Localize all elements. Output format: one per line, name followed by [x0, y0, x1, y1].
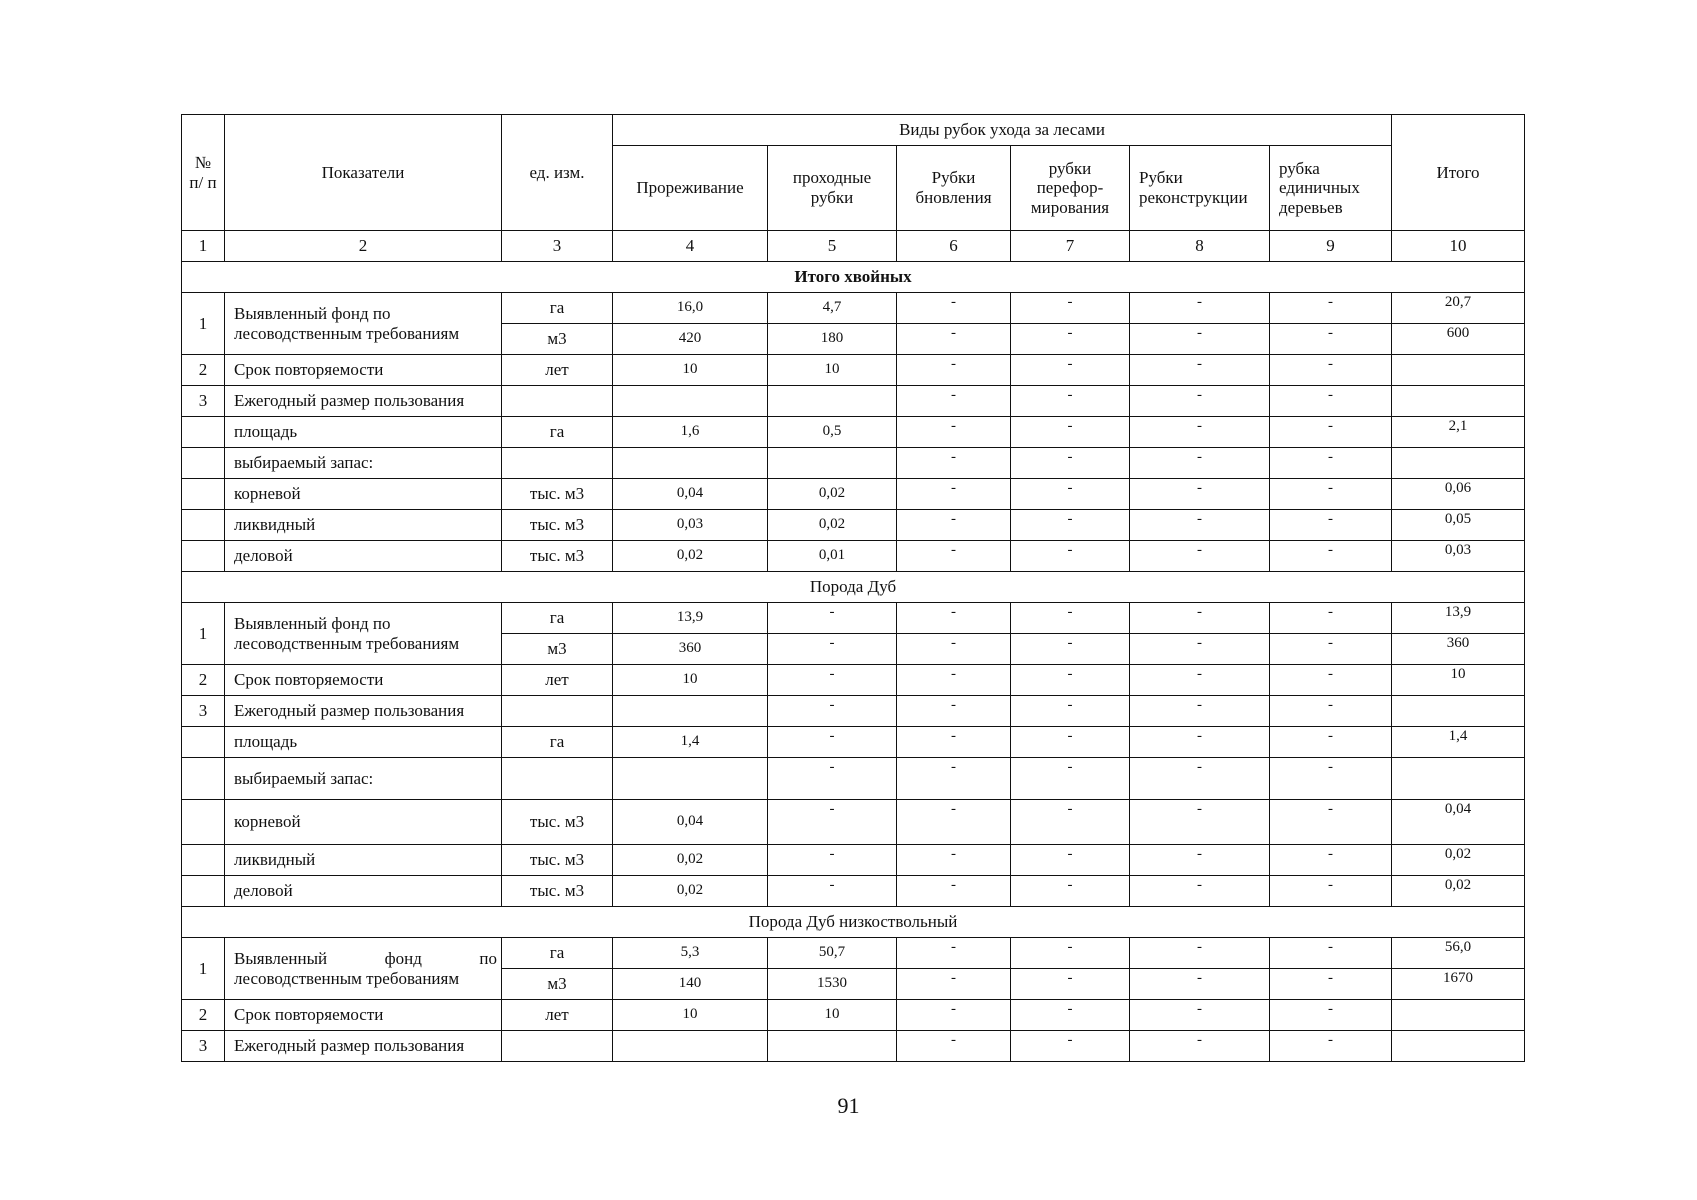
value-cell: - [1011, 386, 1130, 417]
value-cell: - [897, 541, 1011, 572]
value-cell: 0,02 [768, 479, 897, 510]
value-cell: - [897, 448, 1011, 479]
value-cell: - [1130, 1031, 1270, 1062]
total-cell: 0,05 [1392, 510, 1525, 541]
row-number: 3 [182, 386, 225, 417]
header-type: проходные рубки [768, 146, 897, 231]
indicator-name: корневой [225, 800, 502, 845]
value-cell: - [1011, 1031, 1130, 1062]
indicator-name: площадь [225, 727, 502, 758]
column-number: 1 [182, 231, 225, 262]
value-cell: - [1270, 479, 1392, 510]
column-number: 9 [1270, 231, 1392, 262]
value-cell [768, 386, 897, 417]
unit-cell: га [502, 938, 613, 969]
unit-cell: м3 [502, 969, 613, 1000]
value-cell: - [897, 1000, 1011, 1031]
header-type: Рубки реконструкции [1130, 146, 1270, 231]
value-cell [613, 448, 768, 479]
column-number: 4 [613, 231, 768, 262]
indicator-name: корневой [225, 479, 502, 510]
value-cell: 10 [768, 355, 897, 386]
row-number: 1 [182, 603, 225, 665]
value-cell [613, 696, 768, 727]
total-cell [1392, 1000, 1525, 1031]
unit-cell: тыс. м3 [502, 845, 613, 876]
value-cell: - [1130, 510, 1270, 541]
header-total: Итого [1392, 115, 1525, 231]
table-row [182, 938, 1525, 969]
indicator-name: Ежегодный размер пользования [225, 386, 502, 417]
table-row [182, 293, 1525, 324]
value-cell: - [897, 603, 1011, 634]
value-cell: 0,01 [768, 541, 897, 572]
total-cell: 0,02 [1392, 845, 1525, 876]
total-cell: 360 [1392, 634, 1525, 665]
value-cell: - [1011, 727, 1130, 758]
value-cell [768, 1031, 897, 1062]
table-row [182, 510, 1525, 541]
total-cell [1392, 355, 1525, 386]
row-number: 3 [182, 696, 225, 727]
value-cell: 140 [613, 969, 768, 1000]
value-cell: - [1011, 541, 1130, 572]
table-row [182, 448, 1525, 479]
unit-cell [502, 386, 613, 417]
value-cell: 0,02 [613, 876, 768, 907]
indicator-name: Срок повторяемости [225, 355, 502, 386]
row-number: 2 [182, 665, 225, 696]
total-cell: 56,0 [1392, 938, 1525, 969]
value-cell: 420 [613, 324, 768, 355]
row-number [182, 845, 225, 876]
total-cell [1392, 758, 1525, 800]
column-number: 10 [1392, 231, 1525, 262]
value-cell: - [1011, 758, 1130, 800]
value-cell: 0,03 [613, 510, 768, 541]
column-number: 6 [897, 231, 1011, 262]
header-type: Прореживание [613, 146, 768, 231]
value-cell: - [1270, 448, 1392, 479]
value-cell: - [897, 479, 1011, 510]
value-cell: - [768, 876, 897, 907]
value-cell: - [1011, 876, 1130, 907]
row-number [182, 800, 225, 845]
row-number [182, 727, 225, 758]
header-type: рубка единичных деревьев [1270, 146, 1392, 231]
value-cell: - [768, 727, 897, 758]
column-number: 5 [768, 231, 897, 262]
total-cell [1392, 696, 1525, 727]
column-numbers-row [182, 231, 1525, 262]
value-cell: - [1011, 696, 1130, 727]
value-cell: - [1130, 386, 1270, 417]
unit-cell: м3 [502, 634, 613, 665]
total-cell: 1670 [1392, 969, 1525, 1000]
value-cell: - [1130, 696, 1270, 727]
value-cell: - [897, 938, 1011, 969]
column-number: 3 [502, 231, 613, 262]
unit-cell: лет [502, 665, 613, 696]
value-cell: - [768, 758, 897, 800]
value-cell: - [1011, 800, 1130, 845]
value-cell: - [897, 510, 1011, 541]
value-cell: - [897, 876, 1011, 907]
unit-cell: тыс. м3 [502, 510, 613, 541]
value-cell: - [897, 355, 1011, 386]
value-cell: - [1130, 1000, 1270, 1031]
unit-cell: тыс. м3 [502, 876, 613, 907]
value-cell: 0,04 [613, 800, 768, 845]
row-number: 2 [182, 355, 225, 386]
indicator-name: Выявленный фонд по лесоводственным требованиям [225, 293, 502, 355]
value-cell: - [1011, 845, 1130, 876]
value-cell: - [1011, 603, 1130, 634]
value-cell: - [897, 1031, 1011, 1062]
row-number [182, 510, 225, 541]
value-cell: - [1270, 758, 1392, 800]
value-cell: - [1011, 969, 1130, 1000]
value-cell: 13,9 [613, 603, 768, 634]
value-cell: - [1270, 386, 1392, 417]
header-group: Виды рубок ухода за лесами [613, 115, 1392, 146]
value-cell: - [897, 634, 1011, 665]
total-cell: 0,06 [1392, 479, 1525, 510]
value-cell: - [897, 969, 1011, 1000]
value-cell [613, 1031, 768, 1062]
table-row [182, 417, 1525, 448]
value-cell [613, 758, 768, 800]
indicator-name: ликвидный [225, 510, 502, 541]
value-cell: - [1130, 800, 1270, 845]
total-cell: 600 [1392, 324, 1525, 355]
table-row [182, 758, 1525, 800]
value-cell: 180 [768, 324, 897, 355]
value-cell: - [1270, 510, 1392, 541]
indicator-name: деловой [225, 876, 502, 907]
value-cell: 10 [613, 1000, 768, 1031]
forest-care-table [181, 114, 1525, 1062]
value-cell: - [897, 417, 1011, 448]
value-cell: - [1011, 938, 1130, 969]
value-cell: - [1130, 969, 1270, 1000]
value-cell: - [1130, 355, 1270, 386]
value-cell: - [1270, 938, 1392, 969]
header-num: № п/ п [182, 115, 225, 231]
column-number: 7 [1011, 231, 1130, 262]
table-row [182, 845, 1525, 876]
value-cell [613, 386, 768, 417]
value-cell: - [1270, 845, 1392, 876]
value-cell: - [897, 758, 1011, 800]
value-cell: - [1011, 293, 1130, 324]
value-cell: - [1130, 603, 1270, 634]
value-cell: - [1011, 479, 1130, 510]
value-cell: - [897, 727, 1011, 758]
unit-cell: га [502, 293, 613, 324]
value-cell: - [768, 603, 897, 634]
value-cell: - [1270, 665, 1392, 696]
table-row [182, 386, 1525, 417]
header-unit: ед. изм. [502, 115, 613, 231]
total-cell: 0,02 [1392, 876, 1525, 907]
value-cell: - [768, 845, 897, 876]
value-cell: - [1270, 293, 1392, 324]
value-cell: 10 [613, 355, 768, 386]
unit-cell: га [502, 417, 613, 448]
column-number: 8 [1130, 231, 1270, 262]
table-row [182, 355, 1525, 386]
value-cell: - [1270, 696, 1392, 727]
table-row [182, 665, 1525, 696]
value-cell [768, 448, 897, 479]
value-cell: 10 [768, 1000, 897, 1031]
indicator-name: Срок повторяемости [225, 665, 502, 696]
total-cell: 20,7 [1392, 293, 1525, 324]
value-cell: 0,02 [613, 541, 768, 572]
value-cell: - [1130, 665, 1270, 696]
value-cell: - [1270, 355, 1392, 386]
row-number [182, 417, 225, 448]
value-cell: - [1130, 324, 1270, 355]
row-number: 3 [182, 1031, 225, 1062]
value-cell: - [768, 665, 897, 696]
unit-cell: м3 [502, 324, 613, 355]
value-cell: - [1270, 603, 1392, 634]
section-title-row [182, 907, 1525, 938]
value-cell: - [1011, 634, 1130, 665]
indicator-name: Срок повторяемости [225, 1000, 502, 1031]
indicator-name: Ежегодный размер пользования [225, 1031, 502, 1062]
table-row [182, 696, 1525, 727]
value-cell: 50,7 [768, 938, 897, 969]
indicator-name: площадь [225, 417, 502, 448]
value-cell: - [1270, 417, 1392, 448]
value-cell: - [897, 324, 1011, 355]
value-cell: 0,02 [613, 845, 768, 876]
value-cell: - [768, 800, 897, 845]
total-cell [1392, 1031, 1525, 1062]
section-title-row [182, 572, 1525, 603]
unit-cell: га [502, 727, 613, 758]
total-cell [1392, 386, 1525, 417]
total-cell: 2,1 [1392, 417, 1525, 448]
indicator-name: Выявленный фонд по лесоводственным требованиям [225, 603, 502, 665]
table-row [182, 1031, 1525, 1062]
value-cell: 0,02 [768, 510, 897, 541]
page-number: 91 [837, 1093, 860, 1118]
indicator-name: Ежегодный размер пользования [225, 696, 502, 727]
unit-cell [502, 448, 613, 479]
row-number: 1 [182, 938, 225, 1000]
section-title: Итого хвойных [182, 262, 1525, 293]
value-cell: - [1130, 293, 1270, 324]
header-type: рубки перефор-мирования [1011, 146, 1130, 231]
section-title: Порода Дуб низкоствольный [182, 907, 1525, 938]
value-cell: 1,6 [613, 417, 768, 448]
indicator-name: выбираемый запас: [225, 448, 502, 479]
row-number [182, 479, 225, 510]
table-body [182, 262, 1525, 1062]
column-number: 2 [225, 231, 502, 262]
table-row [182, 876, 1525, 907]
value-cell: - [1011, 417, 1130, 448]
unit-cell: тыс. м3 [502, 541, 613, 572]
value-cell: - [1130, 938, 1270, 969]
total-cell: 13,9 [1392, 603, 1525, 634]
value-cell: - [768, 696, 897, 727]
value-cell: - [897, 800, 1011, 845]
header-indicators: Показатели [225, 115, 502, 231]
indicator-name: Выявленный фонд по лесоводственным требованиям [225, 938, 502, 1000]
table-row [182, 603, 1525, 634]
value-cell: - [1270, 727, 1392, 758]
value-cell: - [897, 293, 1011, 324]
value-cell: - [1270, 634, 1392, 665]
table-row [182, 479, 1525, 510]
value-cell: - [1011, 448, 1130, 479]
row-number [182, 541, 225, 572]
value-cell: - [1130, 758, 1270, 800]
table-row [182, 1000, 1525, 1031]
unit-cell [502, 1031, 613, 1062]
section-title-row [182, 262, 1525, 293]
unit-cell: тыс. м3 [502, 800, 613, 845]
value-cell: - [1270, 1000, 1392, 1031]
unit-cell: тыс. м3 [502, 479, 613, 510]
value-cell: - [768, 634, 897, 665]
row-number [182, 448, 225, 479]
row-number: 1 [182, 293, 225, 355]
value-cell: 0,04 [613, 479, 768, 510]
value-cell: - [1130, 448, 1270, 479]
value-cell: - [897, 386, 1011, 417]
value-cell: - [1011, 510, 1130, 541]
value-cell: - [1130, 417, 1270, 448]
section-title: Порода Дуб [182, 572, 1525, 603]
header-type: Рубки бновления [897, 146, 1011, 231]
value-cell: 4,7 [768, 293, 897, 324]
total-cell [1392, 448, 1525, 479]
table-row [182, 800, 1525, 845]
header-row-top [182, 115, 1525, 146]
indicator-name: выбираемый запас: [225, 758, 502, 800]
value-cell: - [1011, 355, 1130, 386]
value-cell: - [897, 845, 1011, 876]
value-cell: - [1270, 1031, 1392, 1062]
unit-cell: лет [502, 355, 613, 386]
value-cell: - [1270, 800, 1392, 845]
value-cell: 10 [613, 665, 768, 696]
total-cell: 0,04 [1392, 800, 1525, 845]
unit-cell: га [502, 603, 613, 634]
value-cell: 5,3 [613, 938, 768, 969]
value-cell: - [1270, 324, 1392, 355]
unit-cell [502, 758, 613, 800]
row-number [182, 876, 225, 907]
value-cell: - [1130, 479, 1270, 510]
value-cell: 1,4 [613, 727, 768, 758]
value-cell: - [1270, 541, 1392, 572]
value-cell: 1530 [768, 969, 897, 1000]
total-cell: 10 [1392, 665, 1525, 696]
value-cell: 0,5 [768, 417, 897, 448]
value-cell: - [1130, 845, 1270, 876]
row-number [182, 758, 225, 800]
value-cell: - [1270, 969, 1392, 1000]
total-cell: 1,4 [1392, 727, 1525, 758]
value-cell: - [1130, 876, 1270, 907]
value-cell: - [1270, 876, 1392, 907]
row-number: 2 [182, 1000, 225, 1031]
value-cell: - [897, 696, 1011, 727]
value-cell: - [1011, 1000, 1130, 1031]
value-cell: 360 [613, 634, 768, 665]
value-cell: - [897, 665, 1011, 696]
unit-cell: лет [502, 1000, 613, 1031]
table-row [182, 727, 1525, 758]
indicator-name: деловой [225, 541, 502, 572]
unit-cell [502, 696, 613, 727]
indicator-name: ликвидный [225, 845, 502, 876]
value-cell: - [1130, 634, 1270, 665]
table-row [182, 541, 1525, 572]
value-cell: 16,0 [613, 293, 768, 324]
value-cell: - [1130, 727, 1270, 758]
value-cell: - [1011, 665, 1130, 696]
total-cell: 0,03 [1392, 541, 1525, 572]
value-cell: - [1011, 324, 1130, 355]
value-cell: - [1130, 541, 1270, 572]
